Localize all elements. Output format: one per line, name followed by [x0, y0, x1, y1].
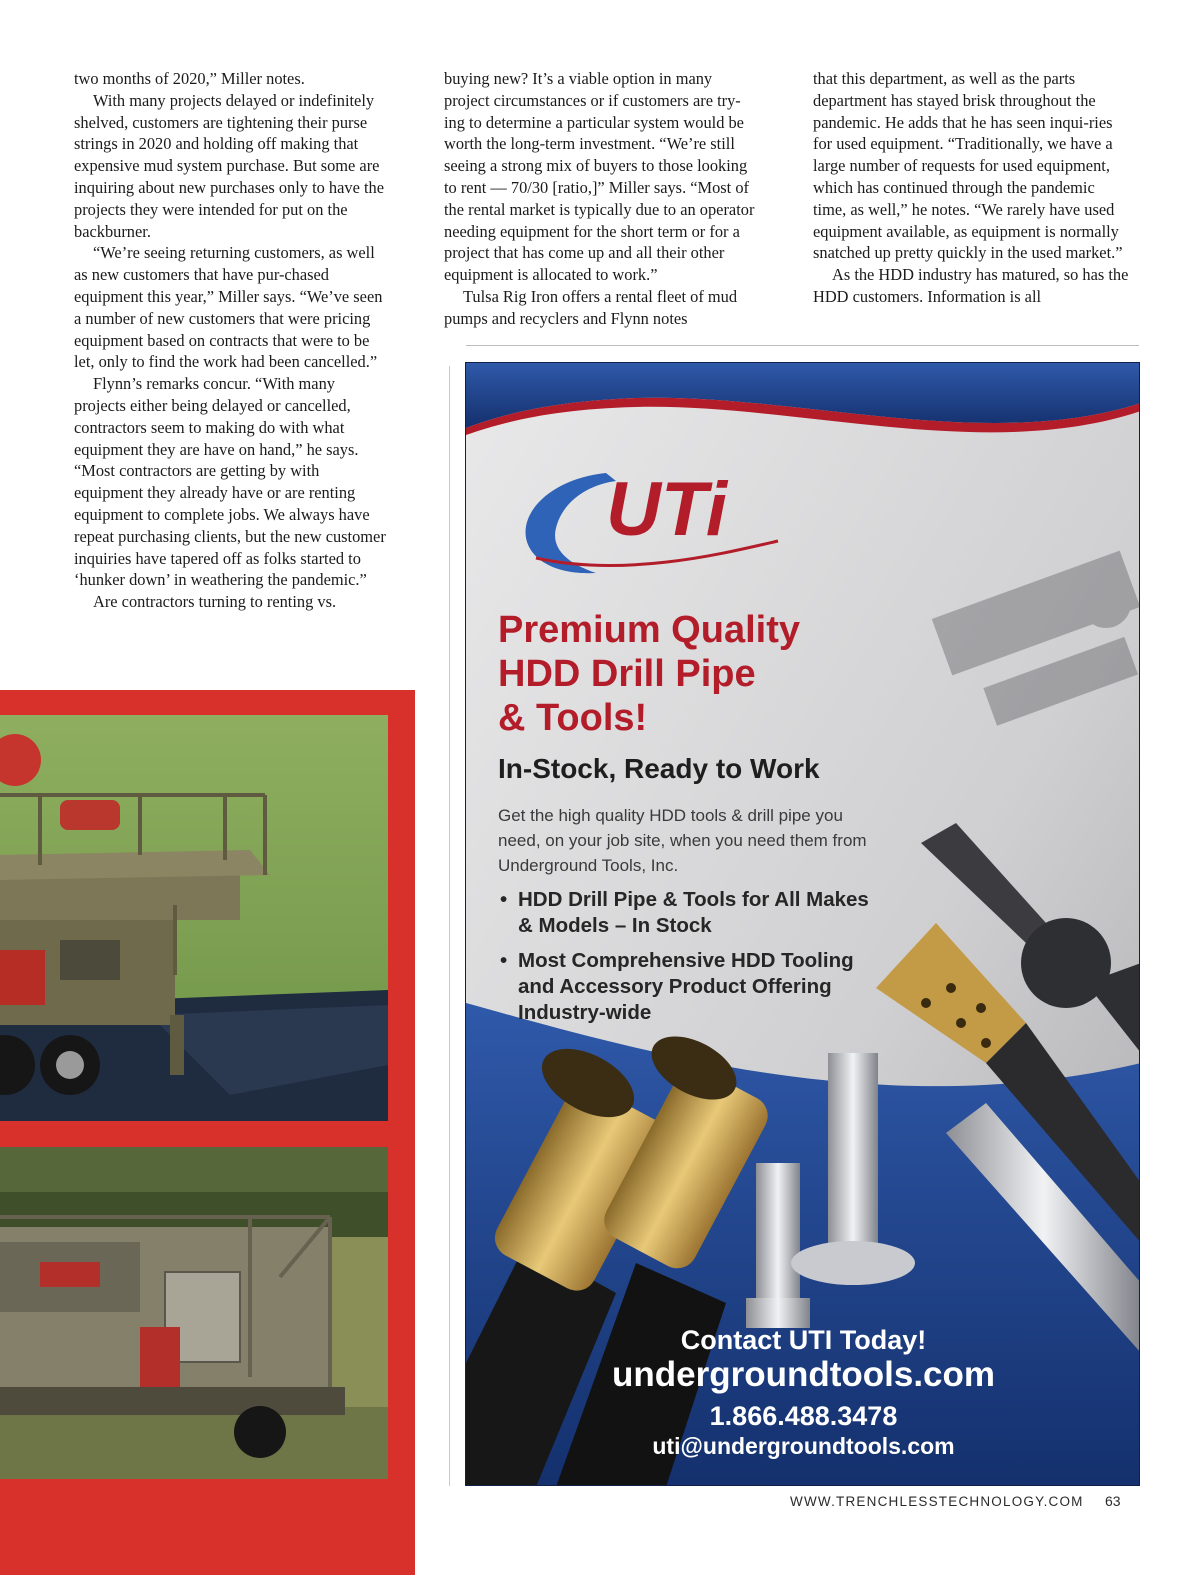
ad-subhead: In-Stock, Ready to Work: [498, 753, 820, 784]
horizontal-divider: [466, 345, 1139, 346]
ad-contact-title: Contact UTI Today!: [680, 1325, 927, 1355]
ad-website-link[interactable]: undergroundtools.com: [611, 1355, 996, 1394]
article-column-2: [444, 68, 760, 330]
ad-phone-number[interactable]: 1.866.488.3478: [709, 1401, 898, 1431]
headline-line: HDD Drill Pipe: [498, 653, 756, 695]
uti-logo: UTi: [606, 467, 728, 552]
paragraph: As the HDD industry has matured, so has the HDD customers. Information is all: [813, 265, 1129, 306]
paragraph: Flynn’s remarks concur. “With many projects either being delayed or cancelled, contractors seem to making do with what equipment they are have on hand,” he says. “Most contractors are getting by with equipment they already have or are renting equipment to complete jobs. We always have repeat purchasing clients, but the new customer inquiries have tapered off as folks started to ‘hunker down’ in weathering the pandemic.”: [74, 374, 386, 590]
paragraph: With many projects delayed or indefinitely shelved, customers are tightening their purse strings in 2020 and holding off making that expensive mud system purchase. But some are inquiring about new purchases only to have the projects they were intended for put on the backburner.: [74, 90, 384, 241]
ad-email-link[interactable]: uti@undergroundtools.com: [652, 1433, 955, 1459]
article-column-1: [74, 68, 390, 613]
column-divider: [449, 366, 450, 1486]
paragraph: Tulsa Rig Iron offers a rental fleet of mud pumps and recyclers and Flynn notes: [444, 286, 738, 328]
uti-advertisement[interactable]: [465, 362, 1140, 1486]
ad-headline: [498, 608, 918, 740]
page-number: 63: [1105, 1493, 1121, 1509]
paragraph: that this department, as well as the parts department has stayed brisk throughout the pandemic. He adds that he has seen inqui-ries for used equipment. “Traditionally, we have a large number of requests for used equipment, which has continued through the pandemic time, as well,” he notes. “We rarely have used equipment available, as equipment is normally snatched up pretty quickly in the used market.”: [813, 69, 1123, 263]
paragraph: Are contractors turning to renting vs.: [93, 592, 337, 612]
paragraph: “We’re seeing returning customers, as well as new customers that have pur-chased equipment this year,” Miller says. “We’ve seen a number of new customers that were pricing equipment based on contracts that were to be let, only to find the work had been cancelled.”: [74, 243, 383, 372]
paragraph: buying new? It’s a viable option in many project circumstances or if customers are try-ing to determine a particular system would be worth the long-term investment. “We’re still seeing a strong mix of buyers to those looking to rent — 70/30 [ratio,]” Miller says. “Most of the rental market is typically due to an operator needing equipment for the short term or for a project that has come up and all their other equipment is allocated to work.”: [444, 69, 755, 285]
article-column-3: [813, 68, 1129, 308]
ad-bullet: • Most Comprehensive HDD Tooling and Accessory Product Offering Industry-wide: [498, 948, 878, 1026]
ad-bullet-list: [498, 887, 878, 1035]
ad-intro: Get the high quality HDD tools & drill pipe you need, on your job site, when you need them from Underground Tools, Inc.: [498, 806, 867, 875]
footer-url[interactable]: WWW.TRENCHLESSTECHNOLOGY.COM: [790, 1494, 1084, 1509]
mud-system-photo-bottom: [0, 1147, 388, 1479]
ad-bullet: • HDD Drill Pipe & Tools for All Makes & Models – In Stock: [498, 887, 878, 939]
mud-system-photo-top: [0, 715, 388, 1121]
paragraph: two months of 2020,” Miller notes.: [74, 69, 305, 88]
headline-line: & Tools!: [498, 697, 648, 739]
headline-line: Premium Quality: [498, 609, 800, 651]
